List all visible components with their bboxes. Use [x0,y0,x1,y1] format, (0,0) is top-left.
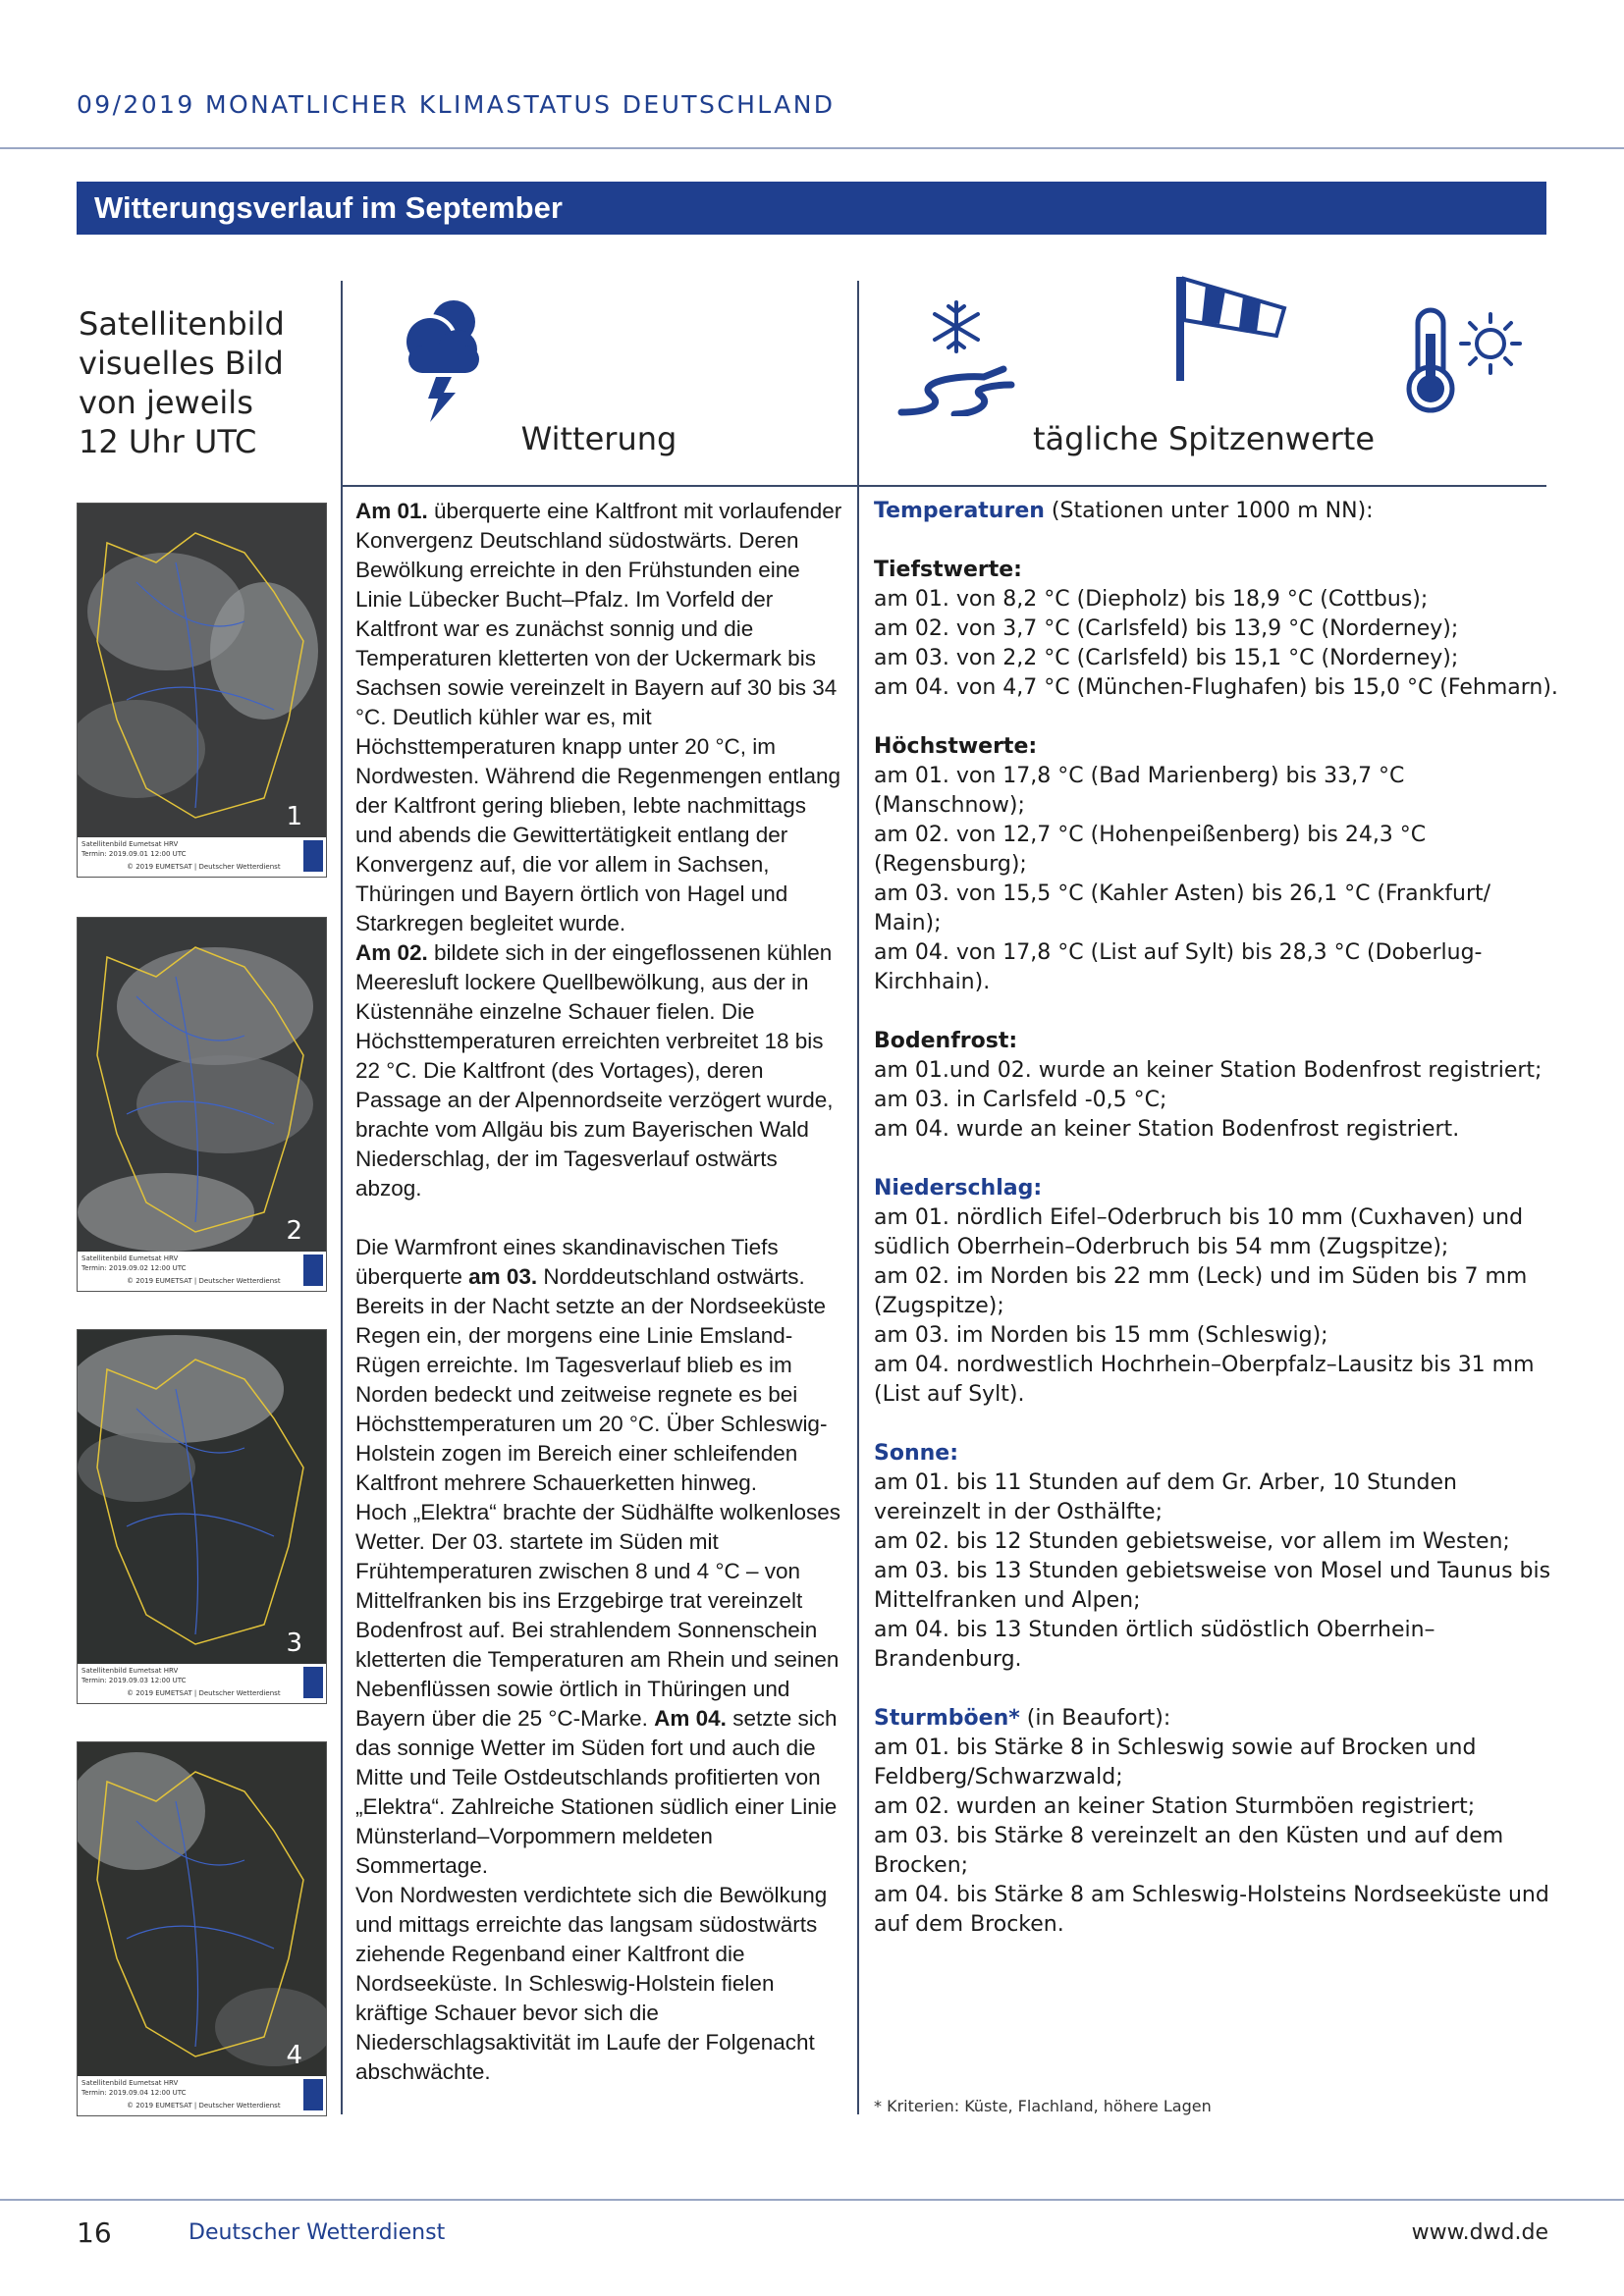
column-divider-1-body [341,485,343,2114]
peaks-column-label: tägliche Spitzenwerte [1032,420,1376,457]
satellite-image-4 [77,1741,327,2116]
ground-frost-heading: Bodenfrost: [874,1029,1018,1053]
footer-rule [0,2199,1624,2201]
dwd-logo-icon [303,1667,323,1698]
list-item: am 01. von 8,2 °C (Diepholz) bis 18,9 °C (Cottbus); [874,587,1429,612]
page-number: 16 [77,2216,112,2249]
list-item: am 03. von 15,5 °C (Kahler Asten) bis 26,1 °C (Frankfurt/ Main); [874,881,1491,935]
image-number: 4 [286,2041,302,2070]
weather-paragraph-5: Von Nordwesten verdichtete sich die Bewölkung und mittags erreichte das langsam südostwärts ziehende Regenband einer Kaltfront die Nordseeküste. In Schleswig-Holstein fielen kräftige Schauer bevor sich die Niederschlagsaktivität im Laufe der Folgenacht abschwächte. [355,1883,828,2084]
satellite-map-3 [78,1330,326,1664]
image-caption: Satellitenbild Eumetsat HRV Termin: 2019.09.03 12:00 UTC © 2019 EUMETSAT | Deutscher Wetterdienst [78,1664,326,1703]
weather-column-label: Witterung [520,420,677,457]
list-item: am 02. im Norden bis 22 mm (Leck) und im Süden bis 7 mm (Zugspitze); [874,1264,1528,1318]
header-rule [0,147,1624,149]
list-item: am 02. von 3,7 °C (Carlsfeld) bis 13,9 °C (Norderney); [874,616,1459,641]
footer-organization: Deutscher Wetterdienst [189,2220,446,2245]
list-item: am 02. bis 12 Stunden gebietsweise, vor allem im Westen; [874,1529,1510,1554]
image-number: 3 [286,1629,302,1658]
thunderstorm-cloud-icon [391,291,489,424]
list-item: am 04. von 4,7 °C (München-Flughafen) bis 15,0 °C (Fehmarn). [874,675,1558,700]
image-caption: Satellitenbild Eumetsat HRV Termin: 2019.09.02 12:00 UTC © 2019 EUMETSAT | Deutscher Wetterdienst [78,1252,326,1291]
slippery-road-icon [895,363,1017,416]
list-item: am 01. von 17,8 °C (Bad Marienberg) bis 33,7 °C (Manschnow); [874,764,1405,818]
list-item: am 02. von 12,7 °C (Hohenpeißenberg) bis 24,3 °C (Regensburg); [874,823,1427,877]
list-item: am 03. bis Stärke 8 vereinzelt an den Küsten und auf dem Brocken; [874,1824,1504,1878]
sunshine-heading: Sonne: [874,1441,959,1466]
max-values-heading: Höchstwerte: [874,734,1038,759]
image-number: 1 [286,802,302,831]
list-item: am 04. bis Stärke 8 am Schleswig-Holsteins Nordseeküste und auf dem Brocken. [874,1883,1549,1937]
satellite-image-2 [77,917,327,1292]
list-item: am 01. bis Stärke 8 in Schleswig sowie auf Brocken und Feldberg/Schwarzwald; [874,1735,1477,1789]
gusts-heading: Sturmböen* (in Beaufort): [874,1706,1171,1731]
list-item: am 04. von 17,8 °C (List auf Sylt) bis 28,3 °C (Doberlug-Kirchhain). [874,940,1483,994]
section-banner: Witterungsverlauf im September [77,182,1546,235]
satellite-image-1 [77,503,327,878]
dwd-logo-icon [303,1255,323,1286]
report-header-title: 09/2019 MONATLICHER KLIMASTATUS DEUTSCHLAND [77,90,836,119]
image-caption: Satellitenbild Eumetsat HRV Termin: 2019.09.04 12:00 UTC © 2019 EUMETSAT | Deutscher Wetterdienst [78,2076,326,2115]
dwd-logo-icon [303,2079,323,2110]
satellite-map-1 [78,504,326,837]
list-item: am 01. bis 11 Stunden auf dem Gr. Arber, 10 Stunden vereinzelt in der Osthälfte; [874,1470,1457,1524]
peak-values [874,497,1561,1940]
weather-paragraph-3: Die Warmfront eines skandinavischen Tiefs überquerte am 03. Norddeutschland ostwärts. Bereits in der Nacht setzte an der Nordseeküste Regen ein, der morgens eine Linie Emsland-Rügen erreichte. Im Tagesverlauf blieb es im Norden bedeckt und zeitweise regnete es bei Höchsttemperaturen um 20 °C. Über Schleswig-Holstein zogen im Bereich einer schleifenden Kaltfront mehrere Schauerketten hinweg. [355,1235,828,1495]
weather-paragraph-1: Am 01. überquerte eine Kaltfront mit vorlaufender Konvergenz Deutschland südostwärts. Deren Bewölkung erreichte in den Frühstunden eine Linie Lübecker Bucht–Pfalz. Im Vorfeld der Kaltfront war es zunächst sonnig und die Temperaturen kletterten von der Uckermark bis Sachsen sowie vereinzelt in Bayern auf 30 bis 34 °C. Deutlich kühler war es, mit Höchsttemperaturen knapp unter 20 °C, im Nordwesten. Während die Regenmengen entlang der Kaltfront gering blieben, lebte nachmittags und abends die Gewittertätigkeit entlang der Konvergenz auf, die vor allem in Sachsen, Thüringen und Bayern örtlich von Hagel und Starkregen begleitet wurde. [355,499,842,935]
dwd-logo-icon [303,840,323,872]
list-item: am 03. von 2,2 °C (Carlsfeld) bis 15,1 °C (Norderney); [874,646,1459,670]
list-item: am 03. im Norden bis 15 mm (Schleswig); [874,1323,1328,1348]
weather-paragraph-2: Am 02. bildete sich in der eingeflossenen kühlen Meeresluft lockere Quellbewölkung, aus der in Küstennähe einzelne Schauer fielen. Die Höchsttemperaturen erreichten verbreitet 18 bis 22 °C. Die Kaltfront (des Vortages), deren Passage an der Alpennordseite verzögert wurde, brachte vom Allgäu bis zum Bayerischen Wald Niederschlag, der im Tagesverlauf ostwärts abzog. [355,940,834,1201]
footer-url-link[interactable]: www.dwd.de [1411,2220,1548,2245]
list-item: am 01.und 02. wurde an keiner Station Bodenfrost registriert; [874,1058,1543,1083]
column-divider-2 [857,281,859,2114]
image-caption: Satellitenbild Eumetsat HRV Termin: 2019.09.01 12:00 UTC © 2019 EUMETSAT | Deutscher Wetterdienst [78,837,326,877]
windsock-icon [1174,273,1292,381]
header-row-rule [341,485,1546,487]
min-values-heading: Tiefstwerte: [874,558,1022,582]
list-item: am 04. nordwestlich Hochrhein–Oberpfalz–Lausitz bis 31 mm (List auf Sylt). [874,1353,1535,1407]
temperature-heading: Temperaturen (Stationen unter 1000 m NN): [874,499,1374,523]
weather-paragraph-4: Hoch „Elektra“ brachte der Südhälfte wolkenloses Wetter. Der 03. startete im Süden mit Frühtemperaturen zwischen 8 und 4 °C – von Mittelfranken bis ins Erzgebirge trat vereinzelt Bodenfrost auf. Bei strahlendem Sonnenschein kletterten die Temperaturen am Rhein und seinen Nebenflüssen sowie örtlich in Thüringen und Bayern über die 25 °C-Marke. Am 04. setzte sich das sonnige Wetter im Süden fort und auch die Mitte und Teile Ostdeutschlands profitierten von „Elektra“. Zahlreiche Stationen südlich einer Linie Münsterland–Vorpommern meldeten Sommertage. [355,1500,841,1878]
list-item: am 04. wurde an keiner Station Bodenfrost registriert. [874,1117,1460,1142]
image-number: 2 [286,1216,302,1246]
list-item: am 03. in Carlsfeld -0,5 °C; [874,1088,1167,1112]
footnote: * Kriterien: Küste, Flachland, höhere Lagen [874,2097,1212,2115]
list-item: am 03. bis 13 Stunden gebietsweise von Mosel und Taunus bis Mittelfranken und Alpen; [874,1559,1551,1613]
list-item: am 02. wurden an keiner Station Sturmböen registriert; [874,1794,1476,1819]
satellite-column-label: Satellitenbild visuelles Bild von jeweils 12 Uhr UTC [79,305,285,460]
list-item: am 04. bis 13 Stunden örtlich südöstlich Oberrhein–Brandenburg. [874,1618,1435,1672]
satellite-map-4 [78,1742,326,2076]
satellite-image-3 [77,1329,327,1704]
satellite-map-2 [78,918,326,1252]
weather-narrative [355,497,846,2087]
thermometer-sun-icon [1402,306,1530,416]
list-item: am 01. nördlich Eifel–Oderbruch bis 10 mm (Cuxhaven) und südlich Oberrhein–Oderbruch bis 54 mm (Zugspitze); [874,1205,1524,1259]
column-divider-1 [341,281,343,499]
precipitation-heading: Niederschlag: [874,1176,1043,1201]
